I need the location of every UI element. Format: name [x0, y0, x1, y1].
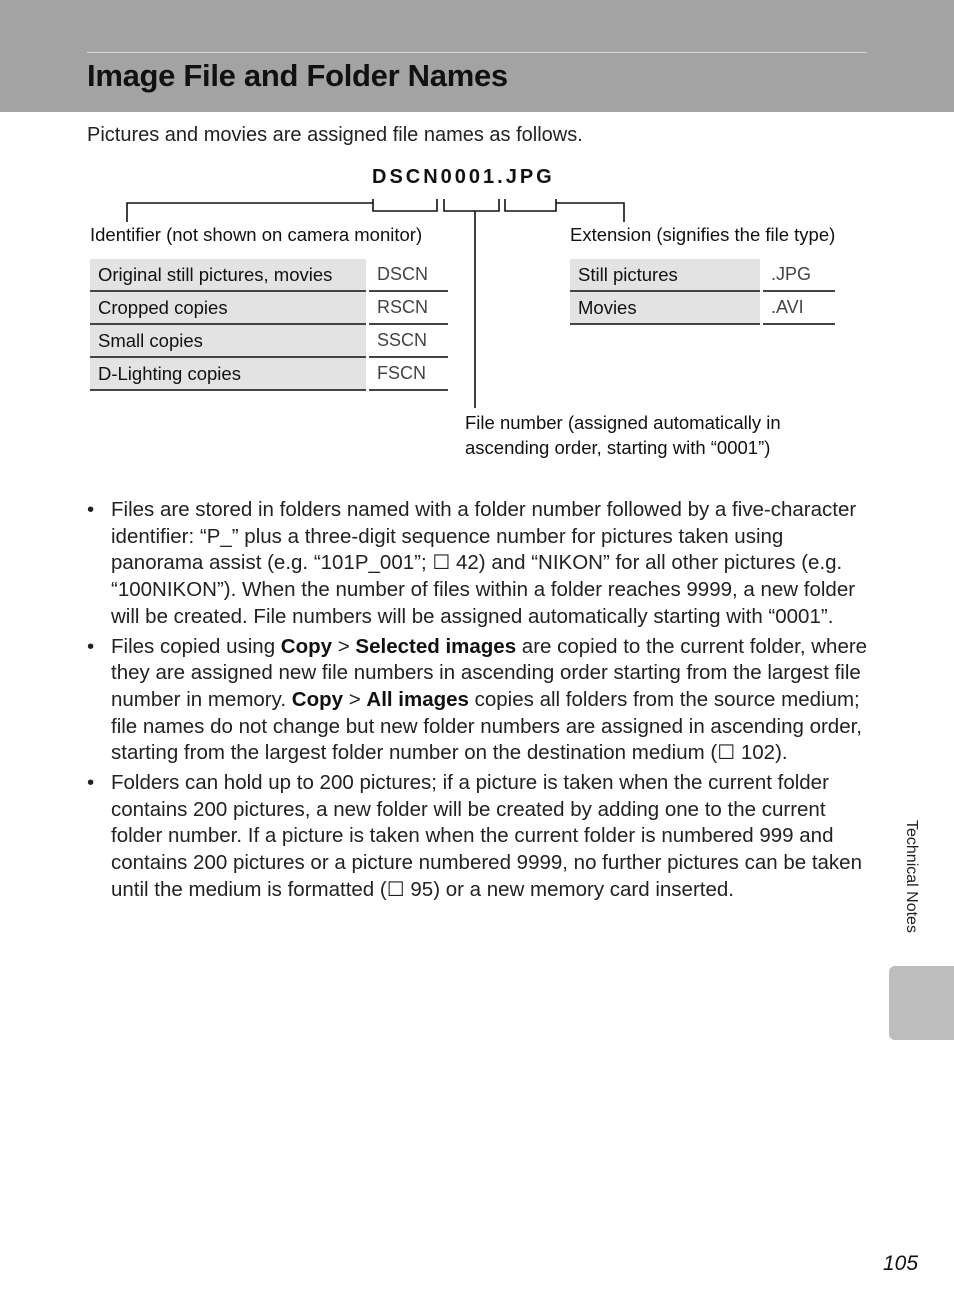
list-item: [87, 634, 869, 768]
file-number-label-line1: File number (assigned automatically in: [465, 412, 781, 433]
identifier-label: Identifier (not shown on camera monitor): [90, 224, 423, 245]
extension-type-cell: Still pictures: [570, 259, 762, 292]
page-number: 105: [883, 1252, 919, 1275]
bullet1-ref: 42: [455, 551, 479, 575]
bullet1-text-2: ) and “NIKON” for all other pictures (e.g. “100NIKON”). When the number of files within a folder reaches 9999, a new folder will be created. File numbers will be assigned automatically starting with “0001”.: [111, 551, 856, 628]
identifier-code-cell: FSCN: [368, 357, 449, 390]
extension-table: [570, 258, 835, 325]
identifier-code-cell: SSCN: [368, 324, 449, 357]
identifier-table: [90, 258, 448, 391]
menu-separator: >: [343, 687, 367, 711]
identifier-code-cell: DSCN: [368, 259, 449, 292]
section-side-label: Technical Notes: [903, 820, 920, 933]
file-number-bracket: [444, 199, 499, 211]
identifier-type-cell: Cropped copies: [90, 291, 368, 324]
bullet2-ref: 102: [740, 741, 776, 765]
identifier-leader: [127, 203, 373, 222]
section-tab: [889, 966, 954, 1040]
table-row: [90, 324, 448, 357]
book-icon: ☐: [432, 552, 451, 575]
bullet1-text-1: Files are stored in folders named with a folder number followed by a five-character identifier: “P_” plus a three-digit sequence number for pictures taken using panorama assist (e.g. “101P_001”;: [111, 498, 857, 575]
bullet2-text-4: ).: [775, 741, 788, 765]
file-number-label: [465, 410, 781, 460]
identifier-type-cell: Small copies: [90, 324, 368, 357]
bullet2-text-2: are copied to the current folder, where they are assigned new file numbers in ascending order starting from the largest file number in memory.: [111, 634, 868, 711]
table-row: [90, 357, 448, 390]
notes-list: [87, 497, 869, 907]
bullet2-text-1: Files copied using: [111, 634, 281, 658]
book-icon: ☐: [386, 878, 405, 901]
list-item: [87, 770, 869, 904]
extension-leader: [556, 203, 624, 222]
intro-text: Pictures and movies are assigned file names as follows.: [87, 124, 583, 146]
book-icon: ☐: [717, 742, 736, 765]
bullet3-text-2: ) or a new memory card inserted.: [433, 877, 734, 901]
table-row: [90, 291, 448, 324]
identifier-bracket: [373, 199, 437, 211]
table-row: [570, 259, 835, 292]
identifier-code-cell: RSCN: [368, 291, 449, 324]
list-item: [87, 497, 869, 631]
bullet2-text-3: copies all folders from the source medium; file names do not change but new folder numbers are assigned in ascending order, starting from the largest folder number on the destination medium (: [111, 687, 863, 765]
menu-copy: Copy: [291, 687, 344, 711]
menu-separator: >: [332, 634, 356, 658]
page-title: Image File and Folder Names: [87, 58, 508, 93]
bullet3-text-1: Folders can hold up to 200 pictures; if a picture is taken when the current folder contains 200 pictures, a new folder will be created by adding one to the current folder number. If a picture is taken when the current folder is numbered 999 and contains 200 pictures or a picture numbered 9999, no further pictures can be taken until the medium is formatted (: [111, 771, 862, 901]
extension-bracket: [505, 199, 556, 211]
identifier-type-cell: Original still pictures, movies: [90, 259, 368, 292]
table-row: [90, 259, 448, 292]
table-row: [570, 291, 835, 324]
extension-code-cell: .JPG: [762, 259, 836, 292]
file-number-label-line2: ascending order, starting with “0001”): [465, 437, 771, 458]
extension-type-cell: Movies: [570, 291, 762, 324]
extension-code-cell: .AVI: [762, 291, 836, 324]
bullet3-ref: 95: [410, 877, 434, 901]
extension-label: Extension (signifies the file type): [570, 224, 836, 245]
menu-copy: Copy: [280, 634, 333, 658]
menu-selected-images: Selected images: [355, 634, 517, 658]
identifier-type-cell: D-Lighting copies: [90, 357, 368, 390]
filename-example: DSCN0001.JPG: [372, 166, 555, 188]
menu-all-images: All images: [366, 687, 469, 711]
